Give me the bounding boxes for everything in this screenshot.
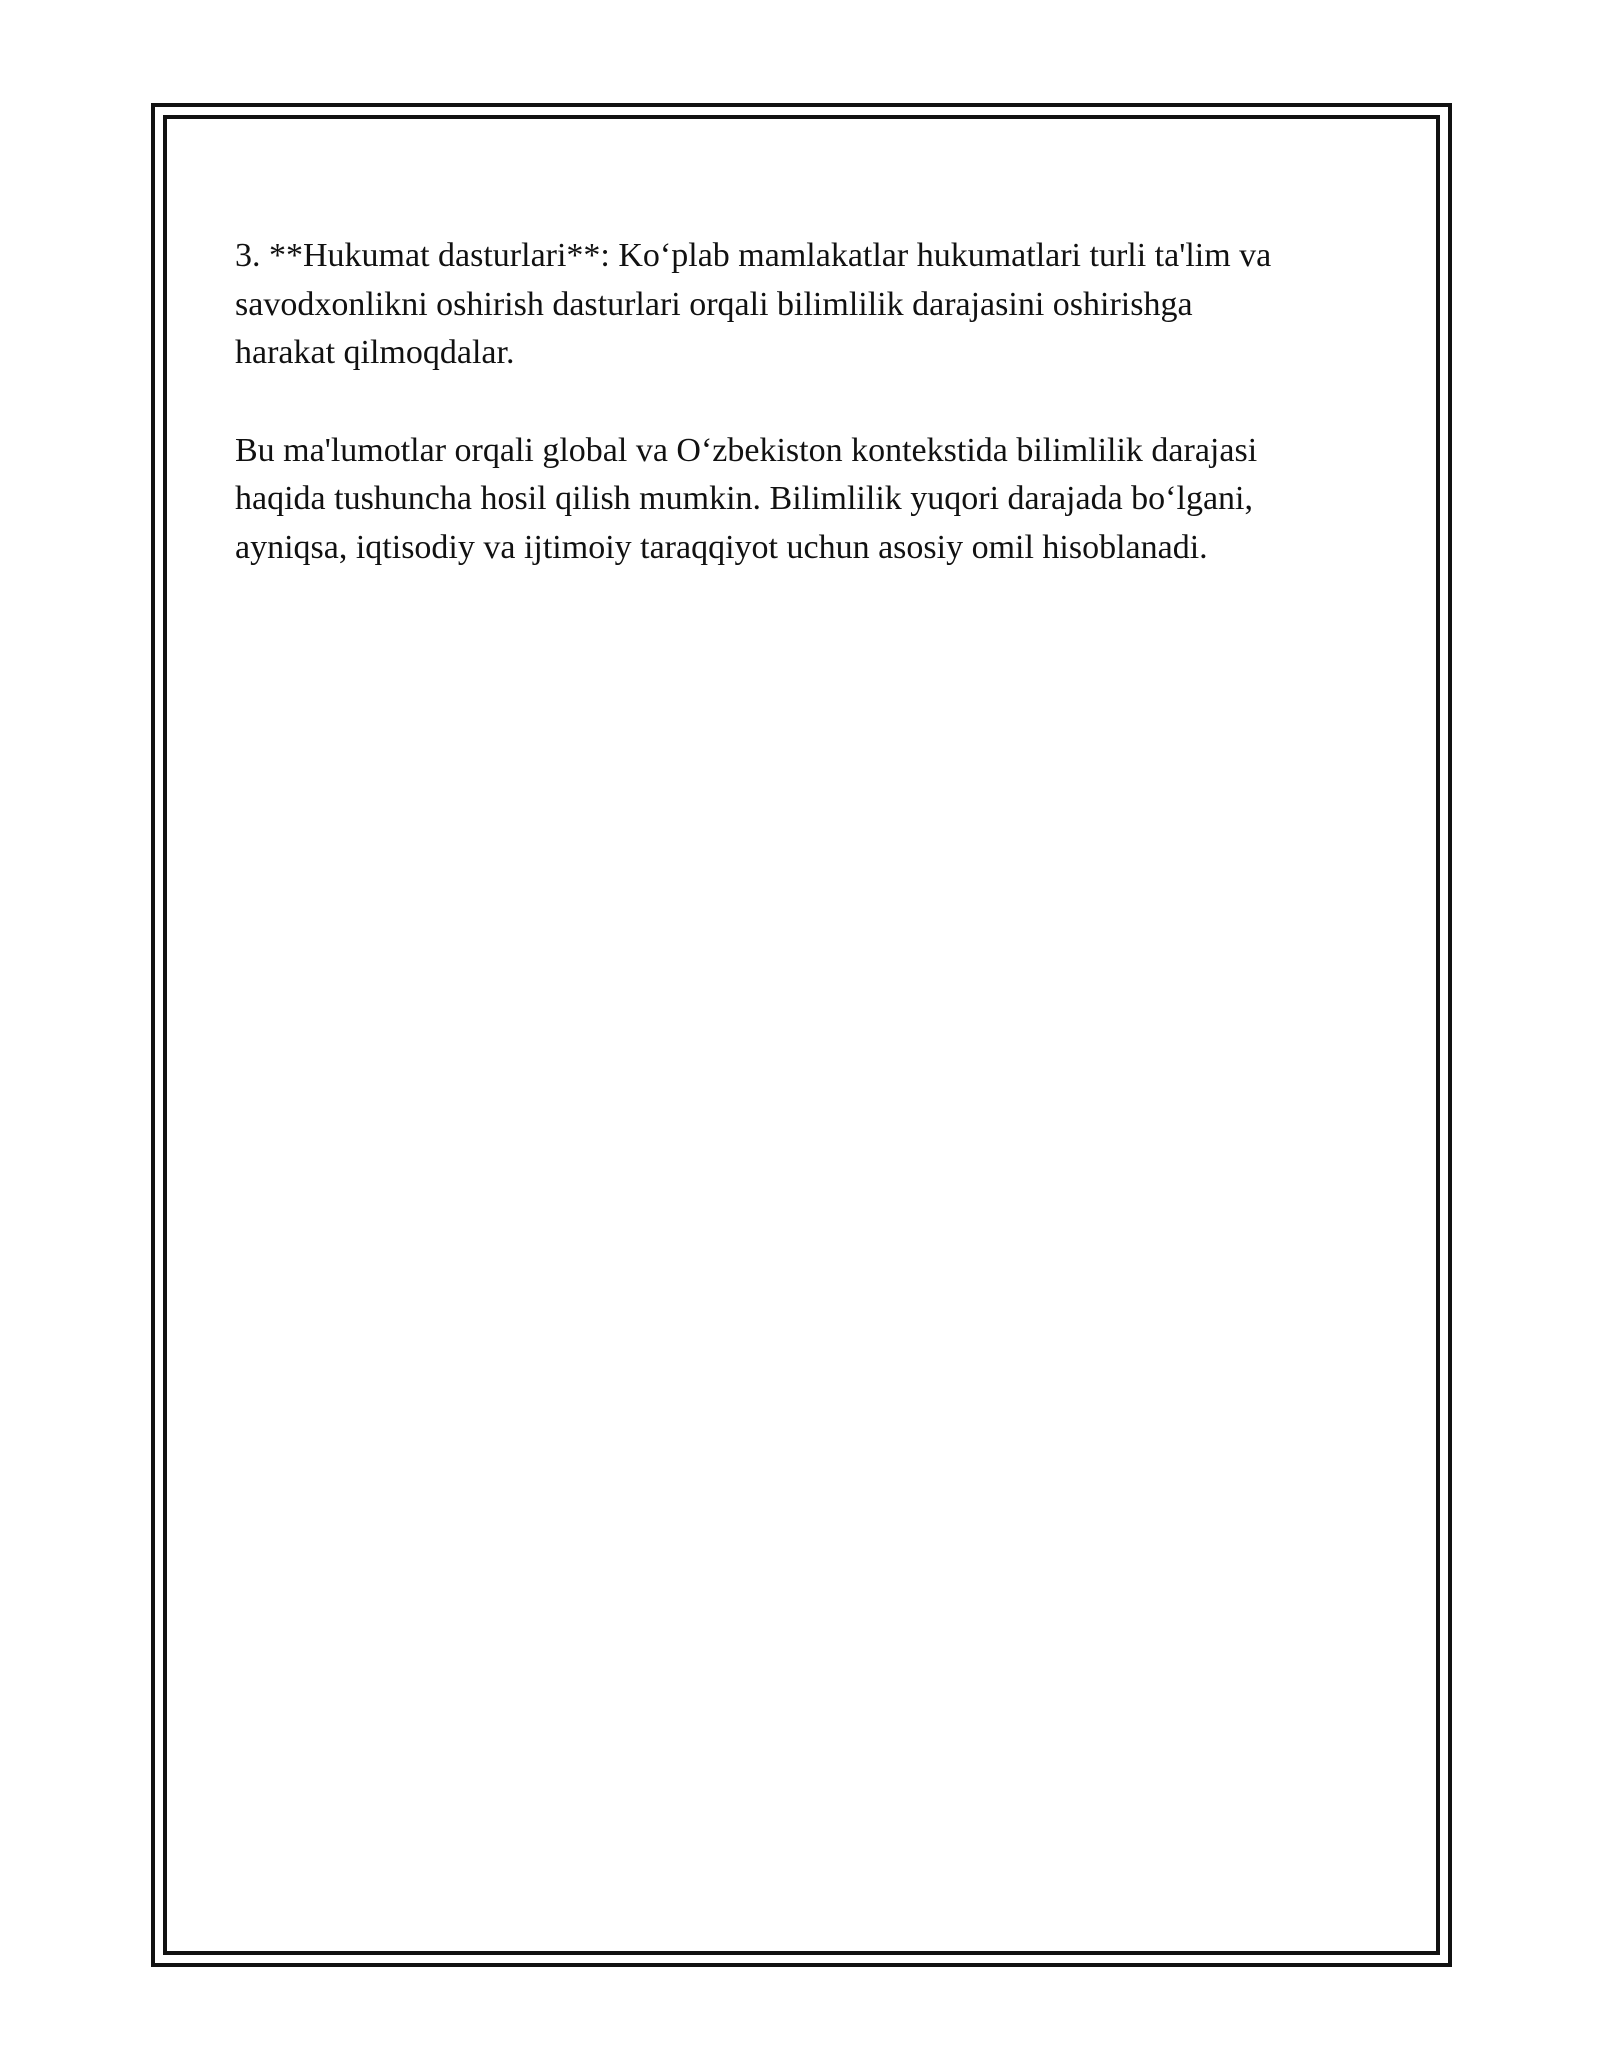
page-content <box>235 232 1375 621</box>
paragraph-conclusion: Bu ma'lumotlar orqali global va O‘zbekiston kontekstida bilimlilik darajasi haqida tushuncha hosil qilish mumkin. Bilimlilik yuqori darajada bo‘lgani, ayniqsa, iqtisodiy va ijtimoiy taraqqiyot uchun asosiy omil hisoblanadi. <box>235 431 1258 566</box>
paragraph-government-programs: 3. **Hukumat dasturlari**: Ko‘plab mamlakatlar hukumatlari turli ta'lim va savodxonlikni oshirish dasturlari orqali bilimlilik darajasini oshirishga harakat qilmoqdalar. <box>235 237 1272 371</box>
